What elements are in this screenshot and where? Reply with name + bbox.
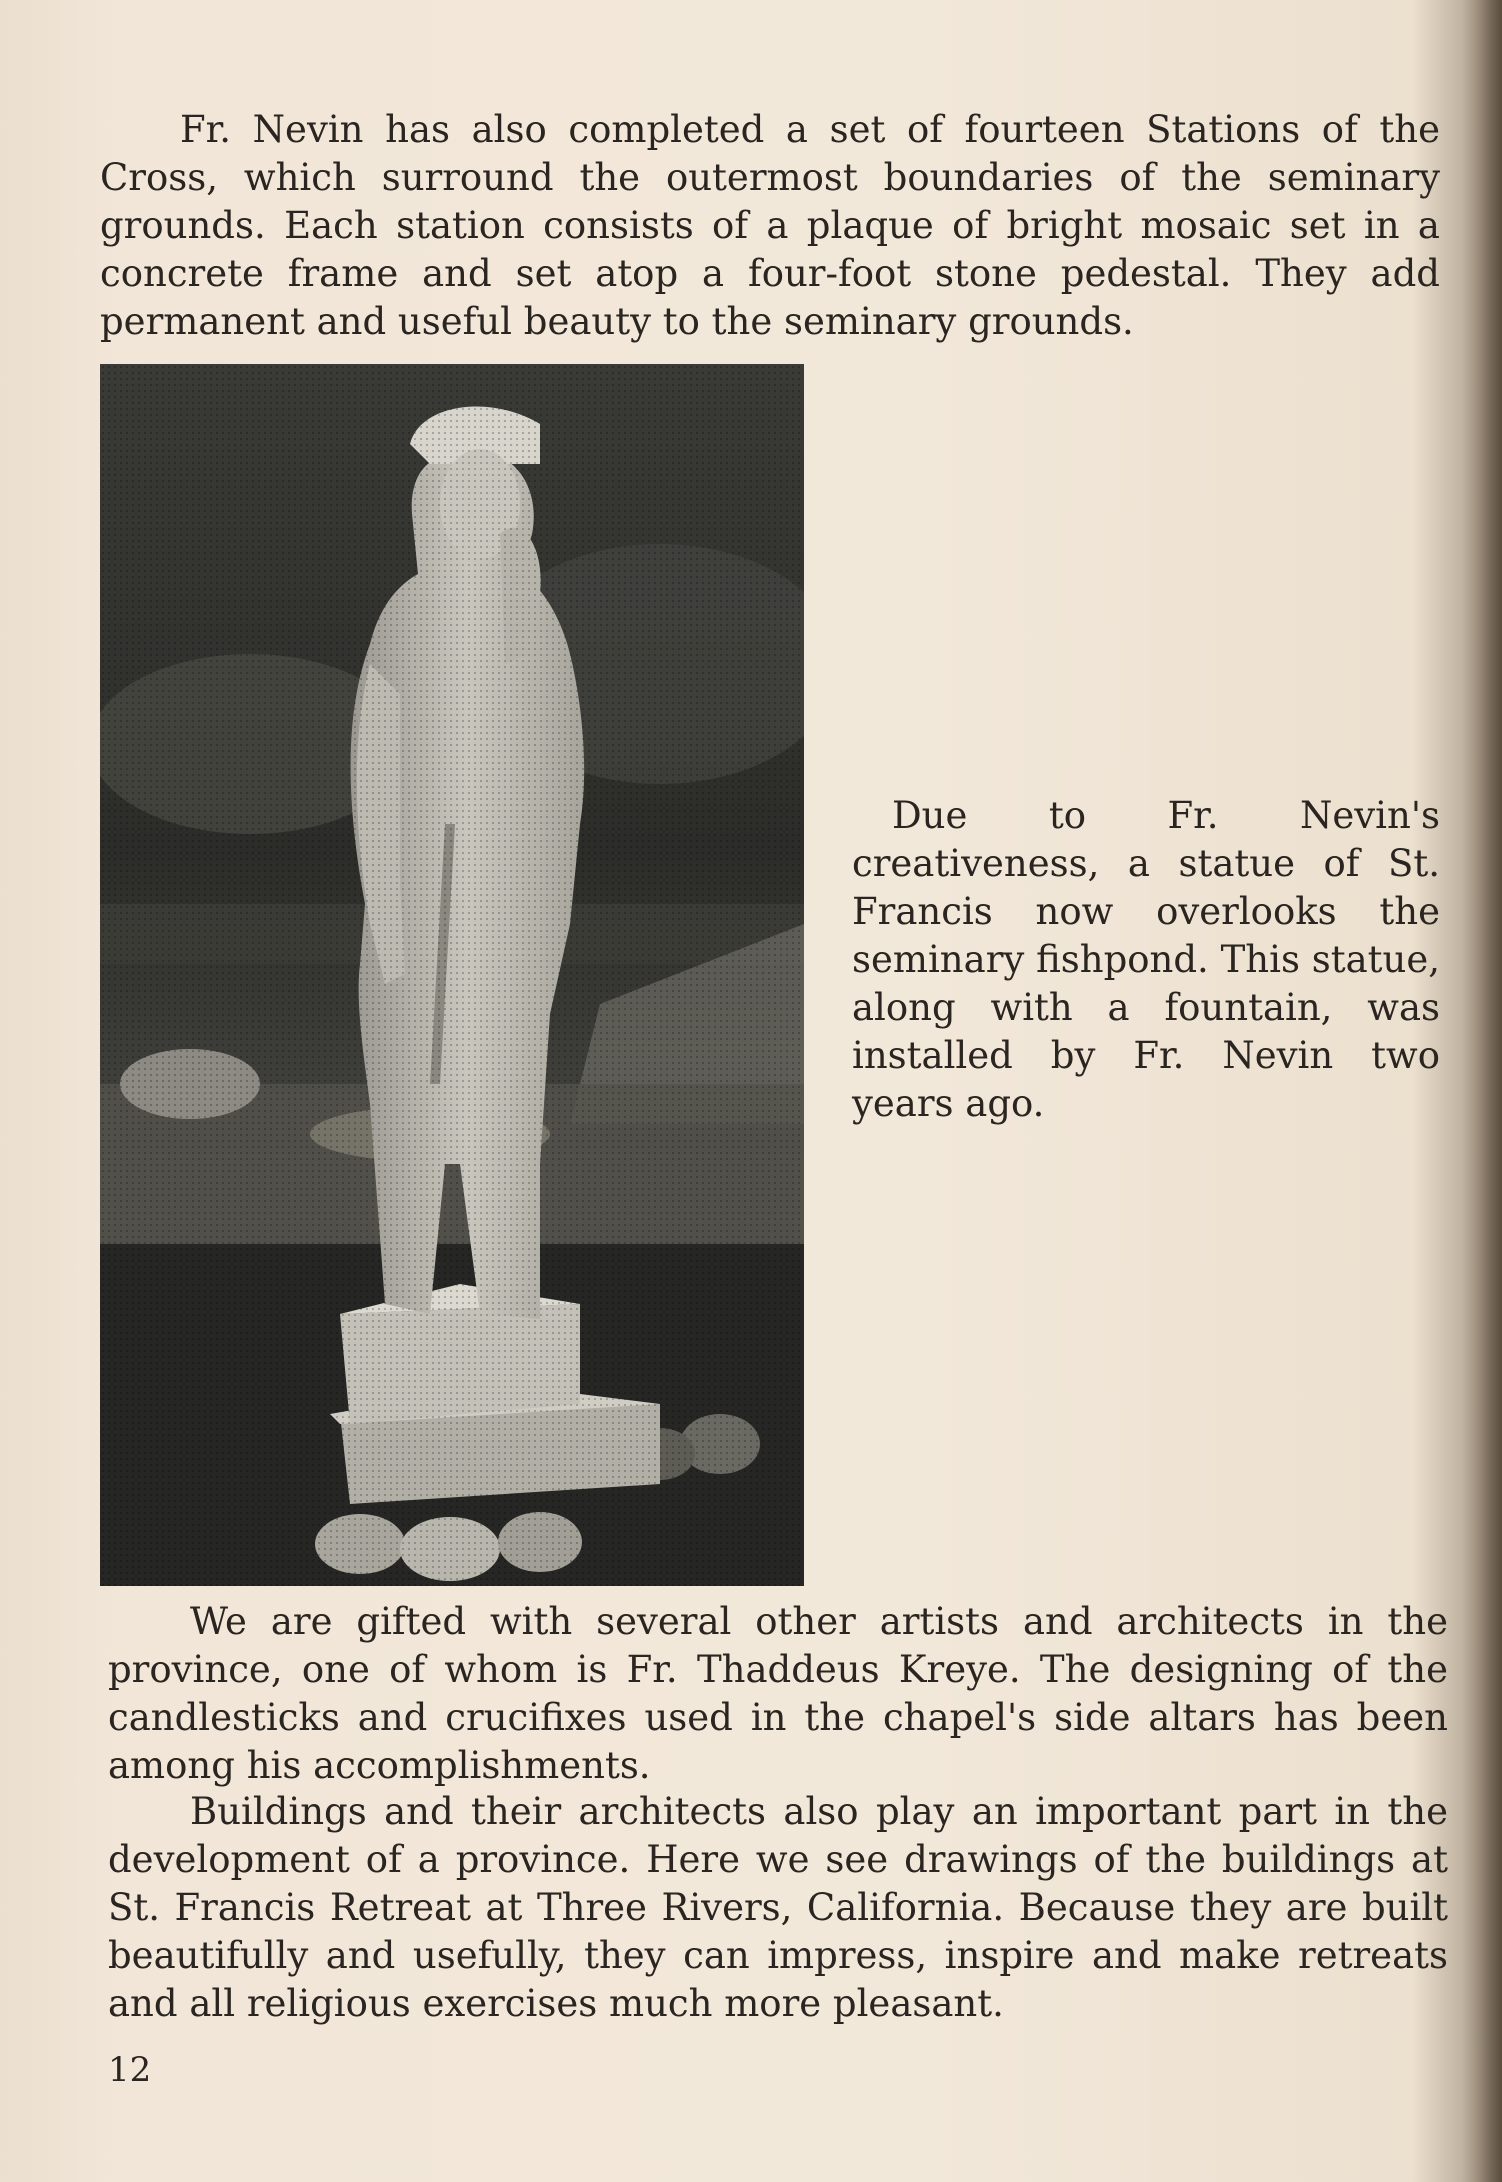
page-binding-shadow bbox=[1462, 0, 1502, 2182]
paragraph-buildings: Buildings and their architects also play an important part in the development of a province. Here we see drawings of the buildings at St. Francis Retreat at Three Rivers, California. Because they are built beautifully and usefully, they can impress, inspire and make retreats and all religious exercises much more pleasant. bbox=[108, 1790, 1448, 2025]
paragraph-artists: We are gifted with several other artists and architects in the province, one of whom is Fr. Thaddeus Kreye. The designing of the candlesticks and crucifixes used in the chapel's side altars has been among his accomplishments. bbox=[108, 1600, 1448, 1787]
paragraph-statue: Due to Fr. Nevin's creativeness, a statue of St. Francis now overlooks the seminary fishpond. This statue, along with a fountain, was installed by Fr. Nevin two years ago. bbox=[852, 794, 1440, 1125]
page-number: 12 bbox=[108, 2050, 152, 2090]
st-francis-statue-image bbox=[100, 364, 804, 1586]
statue-photo bbox=[100, 364, 804, 1586]
paragraph-stations: Fr. Nevin has also completed a set of fourteen Stations of the Cross, which surround the outermost boundaries of the seminary grounds. Each station consists of a plaque of bright mosaic set in a concrete frame and set atop a four-foot stone pedestal. They add permanent and useful beauty to the seminary grounds. bbox=[100, 108, 1440, 343]
